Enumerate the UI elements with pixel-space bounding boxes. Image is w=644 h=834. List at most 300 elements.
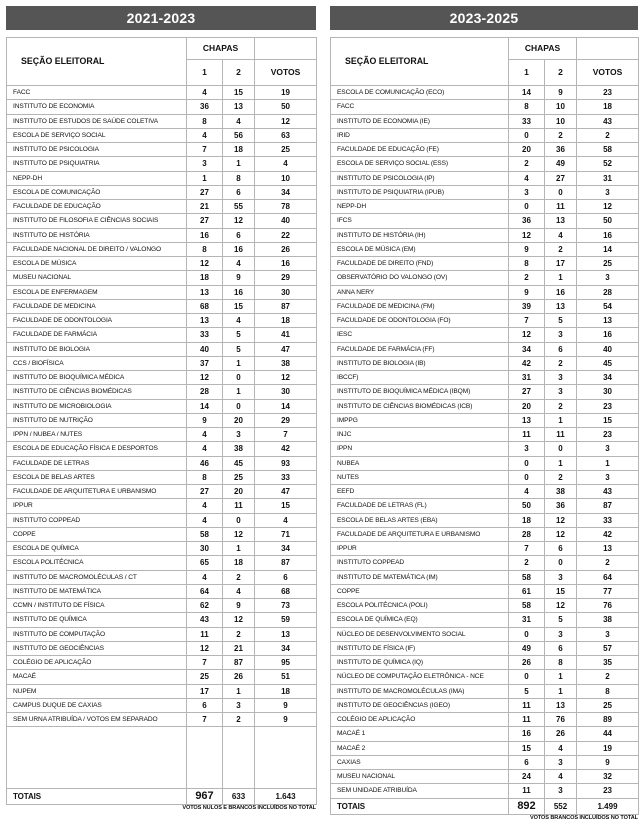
table-row [331,413,639,427]
chapa-2-votes: 21 [223,641,255,655]
chapa-2-votes: 4 [545,770,577,784]
section-name: INSTITUTO DE GEOCIÊNCIAS [7,641,187,655]
total-votes: 16 [577,228,639,242]
total-votes: 42 [577,527,639,541]
spacer-row [7,727,317,789]
chapa-2-votes: 2 [223,713,255,727]
chapa-1-votes: 0 [509,456,545,470]
chapa-1-votes: 15 [509,741,545,755]
chapa-2-votes: 0 [223,513,255,527]
section-header: SEÇÃO ELEITORAL [331,38,509,86]
chapa-1-votes: 17 [187,684,223,698]
table-row [7,128,317,142]
total-votes: 19 [255,86,317,100]
spacer-cell [255,727,317,789]
chapa-2-votes: 5 [545,613,577,627]
total-votes: 40 [255,214,317,228]
chapa-2-votes: 12 [223,527,255,541]
table-row [331,228,639,242]
table-row [331,641,639,655]
table-row [331,599,639,613]
chapa-1-header: 1 [509,60,545,86]
section-name: ESCOLA DE QUÍMICA [7,542,187,556]
table-row [7,513,317,527]
chapa-1-votes: 4 [187,428,223,442]
chapa-2-votes: 25 [223,470,255,484]
totals-row [7,789,317,805]
total-votes: 87 [255,299,317,313]
chapa-2-votes: 87 [223,656,255,670]
total-votes: 26 [255,242,317,256]
chapa-2-votes: 1 [223,385,255,399]
total-votes: 87 [255,556,317,570]
total-votes: 32 [577,770,639,784]
totals-row [331,798,639,814]
chapa-2-votes: 36 [545,499,577,513]
section-name: INSTITUTO DE BIOLOGIA [7,342,187,356]
chapa-1-votes: 7 [187,143,223,157]
section-name: INSTITUTO DE HISTÓRIA (IH) [331,228,509,242]
chapa-1-votes: 3 [509,442,545,456]
chapa-2-votes: 1 [223,684,255,698]
chapa-1-votes: 3 [187,157,223,171]
total-votes: 13 [577,542,639,556]
section-name: IPPUR [7,499,187,513]
chapa-1-votes: 8 [187,242,223,256]
chapa-2-votes: 45 [223,456,255,470]
votos-total: 1.499 [577,798,639,814]
chapa-2-votes: 3 [545,784,577,798]
chapa-1-header: 1 [187,60,223,86]
chapa-2-votes: 16 [223,242,255,256]
table-row [331,613,639,627]
votos-header: VOTOS [577,60,639,86]
total-votes: 43 [577,485,639,499]
chapa-1-votes: 0 [509,128,545,142]
table-row [7,299,317,313]
chapa-1-votes: 7 [187,656,223,670]
chapa-1-votes: 2 [509,157,545,171]
section-name: NÚCLEO DE COMPUTAÇÃO ELETRÔNICA - NCE [331,670,509,684]
section-name: FACULDADE DE LETRAS [7,456,187,470]
chapa-2-votes: 3 [545,385,577,399]
chapa-1-votes: 7 [509,314,545,328]
table-row [331,428,639,442]
section-name: INSTITUTO DE MACROMOLÉCULAS / CT [7,570,187,584]
chapa-2-votes: 2 [545,356,577,370]
section-name: INSTITUTO DE FILOSOFIA E CIÊNCIAS SOCIAIS [7,214,187,228]
header-row-top [7,38,317,60]
chapa-1-votes: 58 [509,599,545,613]
chapa-1-votes: 58 [187,527,223,541]
table-row [7,670,317,684]
table-row [7,200,317,214]
chapa-1-votes: 11 [509,698,545,712]
chapa-2-votes: 18 [223,556,255,570]
chapa-1-votes: 27 [187,214,223,228]
chapa-1-votes: 11 [509,784,545,798]
chapa-1-votes: 18 [187,271,223,285]
table-row [7,342,317,356]
section-name: INSTITUTO DE PSICOLOGIA [7,143,187,157]
chapa-1-votes: 27 [509,385,545,399]
total-votes: 3 [577,185,639,199]
total-votes: 28 [577,285,639,299]
section-name: INSTITUTO DE COMPUTAÇÃO [7,627,187,641]
chapa-1-votes: 49 [509,641,545,655]
chapa-2-votes: 1 [223,542,255,556]
table-row [331,100,639,114]
table-row [7,556,317,570]
chapa-2-votes: 4 [223,314,255,328]
section-name: ESCOLA POLITÉCNICA (POLI) [331,599,509,613]
chapa-2-votes: 13 [545,214,577,228]
table-row [331,456,639,470]
section-name: INSTITUTO DE PSICOLOGIA (IP) [331,171,509,185]
total-votes: 89 [577,713,639,727]
total-votes: 23 [577,428,639,442]
blank-header [255,38,317,60]
total-votes: 34 [255,641,317,655]
total-votes: 42 [255,442,317,456]
section-name: INSTITUTO COPPEAD [331,556,509,570]
section-name: INSTITUTO DE NUTRIÇÃO [7,413,187,427]
table-row [331,499,639,513]
total-votes: 15 [255,499,317,513]
chapa-1-votes: 8 [187,470,223,484]
total-votes: 57 [577,641,639,655]
section-name: INSTITUTO DE CIÊNCIAS BIOMÉDICAS [7,385,187,399]
table-row [7,485,317,499]
chapa-2-votes: 13 [545,698,577,712]
table-row [331,242,639,256]
table-row [7,627,317,641]
chapa-1-votes: 11 [509,713,545,727]
section-name: CCS / BIOFÍSICA [7,356,187,370]
chapas-header: CHAPAS [187,38,255,60]
chapa-1-votes: 27 [187,485,223,499]
chapa-1-votes: 50 [509,499,545,513]
chapa-2-votes: 13 [545,299,577,313]
chapa-1-votes: 4 [509,485,545,499]
section-name: INJC [331,428,509,442]
table-row [331,713,639,727]
table-row [331,513,639,527]
spacer-cell [223,727,255,789]
chapa-1-votes: 43 [187,613,223,627]
chapa-1-votes: 16 [509,727,545,741]
total-votes: 29 [255,271,317,285]
table-row [331,385,639,399]
section-name: INSTITUTO DE BIOLOGIA (IB) [331,356,509,370]
total-votes: 73 [255,599,317,613]
table-row [331,399,639,413]
chapa-1-votes: 9 [509,242,545,256]
total-votes: 9 [577,755,639,769]
table-row [7,570,317,584]
total-votes: 14 [577,242,639,256]
chapa-2-votes: 1 [545,456,577,470]
table-row [331,770,639,784]
total-votes: 13 [577,314,639,328]
section-name: FACULDADE DE EDUCAÇÃO [7,200,187,214]
total-votes: 33 [255,470,317,484]
section-name: IESC [331,328,509,342]
section-name: INSTITUTO DE MICROBIOLOGIA [7,399,187,413]
total-votes: 2 [577,128,639,142]
section-name: COLÉGIO DE APLICAÇÃO [7,656,187,670]
chapa-2-votes: 4 [545,741,577,755]
chapa-1-votes: 62 [187,599,223,613]
total-votes: 25 [255,143,317,157]
table-row [331,556,639,570]
section-name: CAMPUS DUQUE DE CAXIAS [7,698,187,712]
chapa-2-votes: 4 [223,257,255,271]
section-name: ESCOLA DE ENFERMAGEM [7,285,187,299]
section-name: MACAÉ [7,670,187,684]
total-votes: 7 [255,428,317,442]
chapas-header: CHAPAS [509,38,577,60]
chapa-1-votes: 31 [509,371,545,385]
chapa-2-header: 2 [545,60,577,86]
chapa-2-votes: 20 [223,485,255,499]
table-row [331,542,639,556]
chapa-2-votes: 17 [545,257,577,271]
chapa-1-votes: 13 [509,413,545,427]
total-votes: 30 [255,385,317,399]
table-body [331,86,639,815]
chapa-1-votes: 6 [187,698,223,712]
chapa-2-votes: 15 [223,86,255,100]
total-votes: 3 [577,442,639,456]
chapa-2-votes: 0 [223,371,255,385]
table-row [331,670,639,684]
table-row [331,371,639,385]
total-votes: 78 [255,200,317,214]
table-row [7,527,317,541]
total-votes: 34 [255,185,317,199]
section-name: FACULDADE DE ARQUITETURA E URBANISMO [331,527,509,541]
section-name: FACC [7,86,187,100]
chapa-1-votes: 12 [509,328,545,342]
section-name: ESCOLA DE SERVIÇO SOCIAL [7,128,187,142]
total-votes: 22 [255,228,317,242]
total-votes: 16 [577,328,639,342]
section-name: INSTITUTO DE CIÊNCIAS BIOMÉDICAS (ICB) [331,399,509,413]
section-name: COPPE [7,527,187,541]
total-votes: 47 [255,342,317,356]
chapa-2-votes: 6 [545,342,577,356]
total-votes: 38 [577,613,639,627]
chapa-1-votes: 37 [187,356,223,370]
chapa-2-votes: 16 [545,285,577,299]
chapa-1-votes: 9 [509,285,545,299]
chapa-2-total: 552 [545,798,577,814]
chapa-2-votes: 10 [545,114,577,128]
chapa-2-votes: 6 [545,542,577,556]
section-name: INSTITUTO DE ECONOMIA (IE) [331,114,509,128]
total-votes: 31 [577,171,639,185]
table-row [7,143,317,157]
total-votes: 19 [577,741,639,755]
chapa-2-votes: 3 [545,755,577,769]
total-votes: 50 [577,214,639,228]
chapa-2-votes: 56 [223,128,255,142]
table-row [331,257,639,271]
table-row [7,456,317,470]
chapa-2-votes: 0 [545,556,577,570]
chapa-1-votes: 39 [509,299,545,313]
table-row [331,143,639,157]
chapa-1-votes: 28 [187,385,223,399]
table-row [331,171,639,185]
total-votes: 3 [577,271,639,285]
table-row [331,271,639,285]
chapa-2-votes: 6 [545,641,577,655]
chapa-1-votes: 11 [187,627,223,641]
total-votes: 16 [255,257,317,271]
chapa-2-votes: 16 [223,285,255,299]
chapa-1-votes: 4 [187,570,223,584]
table-row [7,470,317,484]
section-name: NUBEA [331,456,509,470]
blank-header [577,38,639,60]
chapa-1-votes: 25 [187,670,223,684]
section-name: ESCOLA DE BELAS ARTES (EBA) [331,513,509,527]
chapa-1-votes: 33 [509,114,545,128]
total-votes: 18 [255,684,317,698]
section-name: INSTITUTO DE MACROMOLÉCULAS (IMA) [331,684,509,698]
section-name: NUTES [331,470,509,484]
chapa-1-votes: 8 [509,100,545,114]
chapa-2-votes: 55 [223,200,255,214]
chapa-2-votes: 1 [223,157,255,171]
total-votes: 33 [577,513,639,527]
chapa-2-votes: 10 [545,100,577,114]
table-row [7,542,317,556]
chapa-2-votes: 2 [545,399,577,413]
chapa-2-votes: 3 [545,570,577,584]
chapa-2-votes: 4 [223,584,255,598]
section-name: NUPEM [7,684,187,698]
chapa-1-votes: 36 [509,214,545,228]
chapa-2-total: 633 [223,789,255,805]
chapa-2-votes: 2 [545,128,577,142]
chapa-2-votes: 12 [545,599,577,613]
total-votes: 43 [577,114,639,128]
chapa-1-votes: 24 [509,770,545,784]
table-row [7,584,317,598]
total-votes: 3 [577,470,639,484]
table-row [7,242,317,256]
period-banner: 2023-2025 [330,6,638,30]
table-row [7,413,317,427]
chapa-1-votes: 21 [187,200,223,214]
section-name: MACAÉ 1 [331,727,509,741]
chapa-2-votes: 26 [223,670,255,684]
chapa-2-votes: 8 [545,656,577,670]
section-name: SEM URNA ATRIBUÍDA / VOTOS EM SEPARADO [7,713,187,727]
total-votes: 45 [577,356,639,370]
section-name: INSTITUTO DE MATEMÁTICA [7,584,187,598]
total-votes: 71 [255,527,317,541]
chapa-2-votes: 49 [545,157,577,171]
total-votes: 76 [577,599,639,613]
chapa-2-votes: 3 [545,627,577,641]
total-votes: 18 [577,100,639,114]
chapa-2-votes: 5 [545,314,577,328]
section-name: INSTITUTO DE QUÍMICA (IQ) [331,656,509,670]
table-row [331,727,639,741]
chapa-2-votes: 11 [545,428,577,442]
chapa-1-votes: 4 [509,171,545,185]
section-name: IRID [331,128,509,142]
chapa-2-votes: 2 [545,242,577,256]
chapa-2-votes: 9 [223,271,255,285]
chapa-1-votes: 64 [187,584,223,598]
chapa-1-votes: 28 [509,527,545,541]
chapa-1-votes: 7 [187,713,223,727]
total-votes: 23 [577,784,639,798]
section-name: INSTITUTO DE HISTÓRIA [7,228,187,242]
chapa-1-votes: 0 [509,200,545,214]
chapa-2-votes: 27 [545,171,577,185]
table-row [331,328,639,342]
table-row [7,171,317,185]
chapa-2-header: 2 [223,60,255,86]
table-row [7,314,317,328]
chapa-1-votes: 58 [509,570,545,584]
chapa-1-votes: 0 [509,627,545,641]
table-row [7,684,317,698]
chapa-2-votes: 11 [223,499,255,513]
total-votes: 30 [577,385,639,399]
chapa-1-votes: 34 [509,342,545,356]
section-name: ESCOLA DE COMUNICAÇÃO (ECO) [331,86,509,100]
table-row [7,185,317,199]
section-name: IBCCF) [331,371,509,385]
total-votes: 25 [577,257,639,271]
total-votes: 6 [255,570,317,584]
chapa-2-votes: 2 [223,627,255,641]
section-name: CCMN / INSTITUTO DE FÍSICA [7,599,187,613]
table-row [331,627,639,641]
chapa-1-total: 967 [187,789,223,805]
chapa-2-votes: 6 [223,185,255,199]
chapa-2-votes: 3 [223,698,255,712]
section-name: ESCOLA DE MÚSICA (EM) [331,242,509,256]
section-name: IMPPG [331,413,509,427]
total-votes: 10 [255,171,317,185]
spacer-cell [187,727,223,789]
section-name: INSTITUTO DE FÍSICA (IF) [331,641,509,655]
section-name: FACULDADE DE ODONTOLOGIA (FO) [331,314,509,328]
total-votes: 1 [577,456,639,470]
chapa-2-votes: 5 [223,328,255,342]
chapa-1-votes: 14 [187,399,223,413]
section-name: MUSEU NACIONAL [331,770,509,784]
table-row [331,584,639,598]
chapa-1-votes: 12 [187,257,223,271]
table-row [7,656,317,670]
section-name: ESCOLA DE BELAS ARTES [7,470,187,484]
section-name: FACULDADE DE MEDICINA (FM) [331,299,509,313]
chapa-1-votes: 4 [187,128,223,142]
totals-label: TOTAIS [331,798,509,814]
chapa-1-votes: 27 [187,185,223,199]
table-row [331,200,639,214]
table-row [7,641,317,655]
